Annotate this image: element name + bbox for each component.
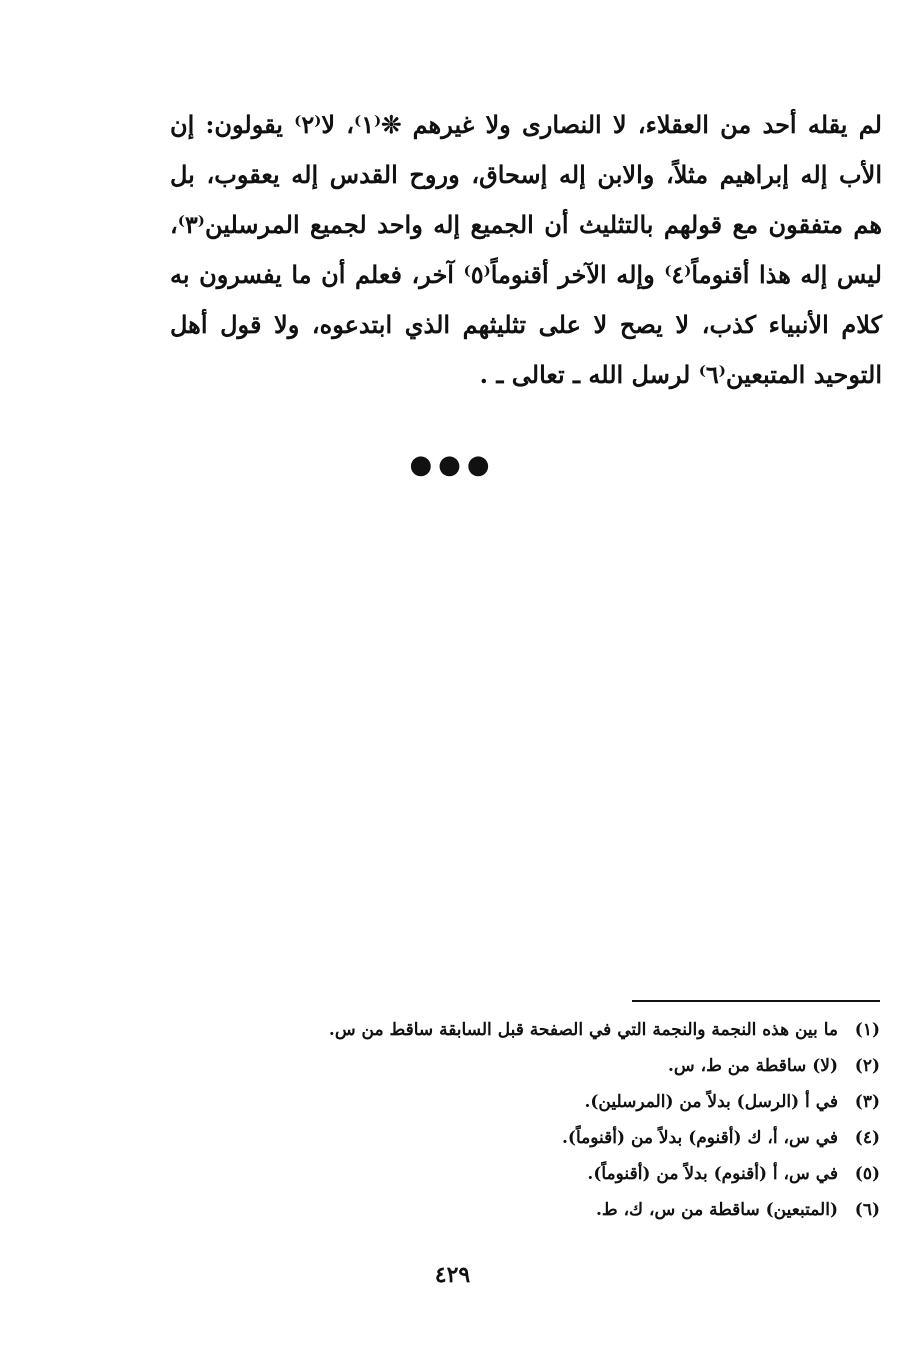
footnote-text: في س، أ (أقنوم) بدلاً من (أقنوماً).	[587, 1164, 838, 1184]
footnote-item	[180, 1192, 880, 1228]
footnote-text: في س، أ، ك (أقنوم) بدلاً من (أقنوماً).	[561, 1128, 838, 1148]
footnote-item	[180, 1156, 880, 1192]
page-number: ٤٢٩	[434, 1262, 471, 1288]
footnote-text: في أ (الرسل) بدلاً من (المرسلين).	[584, 1092, 838, 1112]
footnotes-list	[180, 1012, 880, 1228]
footnote-number: (٢)	[854, 1056, 880, 1076]
footnote-number: (٥)	[854, 1164, 880, 1184]
footnote-item	[180, 1048, 880, 1084]
footnote-number: (٤)	[854, 1128, 880, 1148]
footnote-text: (لا) ساقطة من ط، س.	[668, 1056, 838, 1076]
footnote-number: (٣)	[854, 1092, 880, 1112]
footnote-item	[180, 1084, 880, 1120]
footnote-divider	[632, 1000, 880, 1002]
footnote-number: (١)	[854, 1020, 880, 1040]
footnote-item	[180, 1120, 880, 1156]
footnote-item	[180, 1012, 880, 1048]
section-separator-dots: ●●●	[409, 450, 496, 480]
footnote-text: ما بين هذه النجمة والنجمة التي في الصفحة قبل السابقة ساقط من س.	[328, 1020, 838, 1040]
footnote-text: (المتبعين) ساقطة من س، ك، ط.	[596, 1200, 838, 1220]
main-text-block	[170, 100, 882, 400]
main-paragraph: لم يقله أحد من العقلاء، لا النصارى ولا غيرهم ❊⁽١⁾، لا⁽٢⁾ يقولون: إن الأب إله إبراهيم مثلاً، والابن إله إسحاق، وروح القدس إله يعقوب، بل هم متفقون مع قولهم بالتثليث أن الجميع إله واحد لجميع المرسلين⁽٣⁾، ليس إله هذا أقنوماً⁽٤⁾ وإله الآخر أقنوماً⁽٥⁾ آخر، فعلم أن ما يفسرون به كلام الأنبياء كذب، لا يصح لا على تثليثهم الذي ابتدعوه، ولا قول أهل التوحيد المتبعين⁽٦⁾ لرسل الله ـ تعالى ـ .	[170, 110, 882, 389]
footnote-number: (٦)	[854, 1200, 880, 1220]
